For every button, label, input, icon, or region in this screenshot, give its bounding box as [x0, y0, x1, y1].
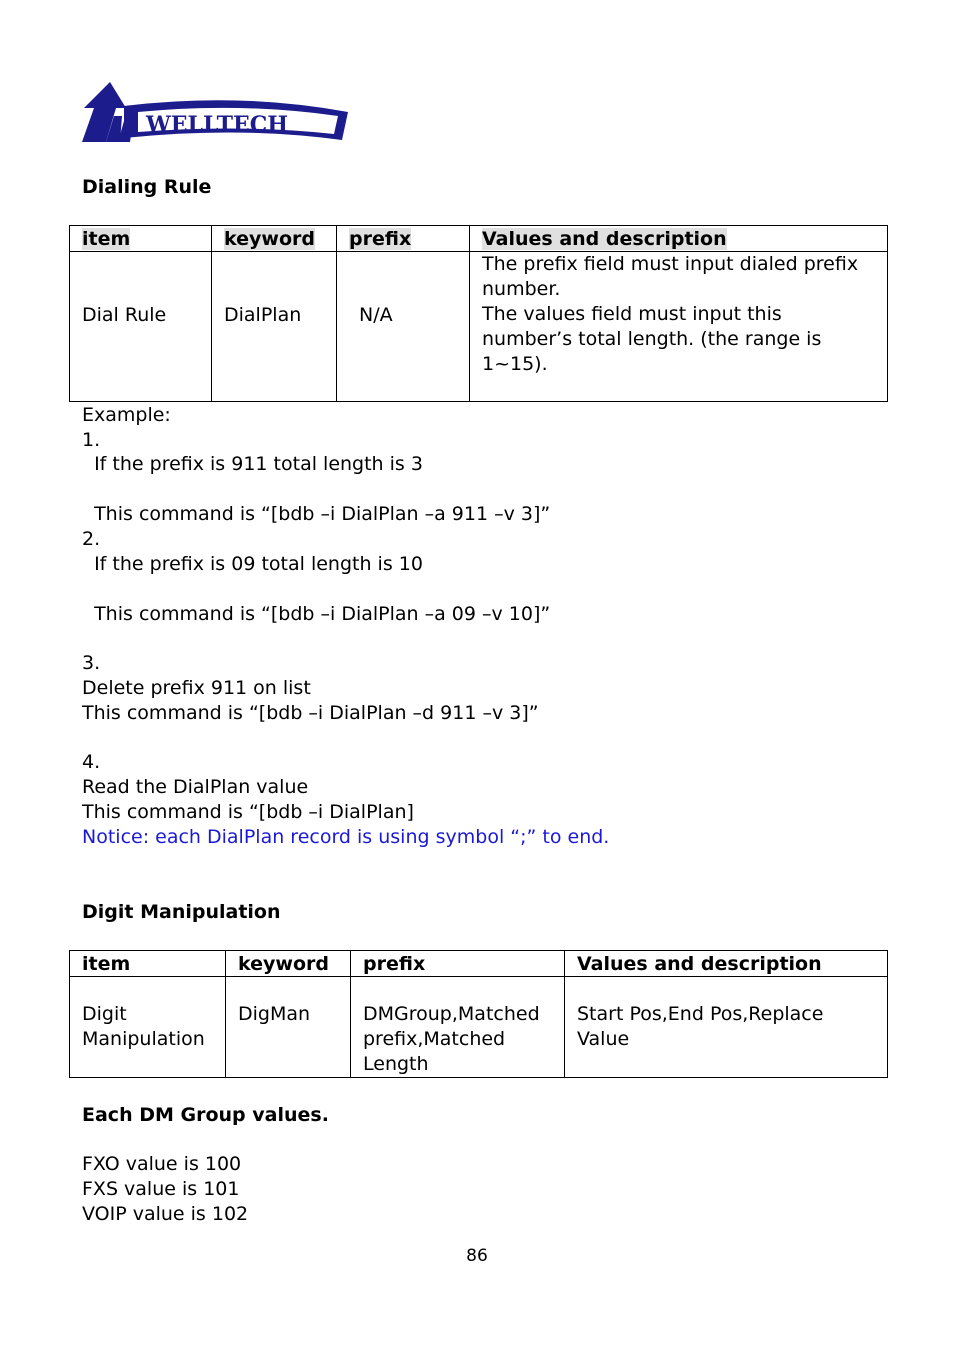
cell-item: Digit Manipulation	[70, 977, 226, 1078]
welltech-logo	[80, 80, 352, 146]
logo-wordmark: WELLTECH	[146, 112, 289, 138]
voip-value: VOIP value is 102	[82, 1203, 249, 1225]
example-1-text: If the prefix is 911 total length is 3	[82, 453, 423, 475]
example-number-2: 2.	[82, 528, 101, 550]
col-header-keyword: keyword	[226, 951, 351, 977]
example-number-1: 1.	[82, 429, 101, 451]
table-row	[70, 977, 888, 1078]
example-4-text: Read the DialPlan value	[82, 776, 309, 798]
dialing-rule-heading: Dialing Rule	[82, 176, 212, 198]
digit-manipulation-heading: Digit Manipulation	[82, 901, 281, 923]
col-header-keyword: keyword	[212, 226, 337, 252]
cell-prefix: N/A	[337, 252, 470, 402]
dialing-rule-table	[69, 225, 888, 402]
example-4-command: This command is “[bdb –i DialPlan]	[82, 801, 414, 823]
col-header-values: Values and description	[565, 951, 888, 977]
example-number-4: 4.	[82, 751, 101, 773]
fxs-value: FXS value is 101	[82, 1178, 240, 1200]
cell-item: Dial Rule	[70, 252, 212, 402]
col-header-item: item	[70, 226, 212, 252]
page-number: 86	[466, 1246, 488, 1266]
example-label: Example:	[82, 404, 171, 426]
digit-manipulation-table	[69, 950, 888, 1078]
example-number-3: 3.	[82, 652, 101, 674]
col-header-item: item	[70, 951, 226, 977]
example-3-text: Delete prefix 911 on list	[82, 677, 311, 699]
col-header-values: Values and description	[470, 226, 888, 252]
notice-text: Notice: each DialPlan record is using symbol “;” to end.	[82, 826, 610, 848]
col-header-prefix: prefix	[337, 226, 470, 252]
table-row	[70, 252, 888, 402]
example-2-text: If the prefix is 09 total length is 10	[82, 553, 423, 575]
example-1-command: This command is “[bdb –i DialPlan –a 911 –v 3]”	[82, 503, 551, 525]
cell-description: Start Pos,End Pos,Replace Value	[565, 977, 888, 1078]
example-3-command: This command is “[bdb –i DialPlan –d 911 –v 3]”	[82, 702, 539, 724]
cell-keyword: DialPlan	[212, 252, 337, 402]
example-2-command: This command is “[bdb –i DialPlan –a 09 –v 10]”	[82, 603, 551, 625]
cell-prefix: DMGroup,Matched prefix,Matched Length	[351, 977, 565, 1078]
col-header-prefix: prefix	[351, 951, 565, 977]
dm-group-heading: Each DM Group values.	[82, 1104, 329, 1126]
cell-keyword: DigMan	[226, 977, 351, 1078]
fxo-value: FXO value is 100	[82, 1153, 242, 1175]
cell-description: The prefix field must input dialed prefix number. The values field must input this number’s total length. (the range is 1~15).	[470, 252, 888, 402]
